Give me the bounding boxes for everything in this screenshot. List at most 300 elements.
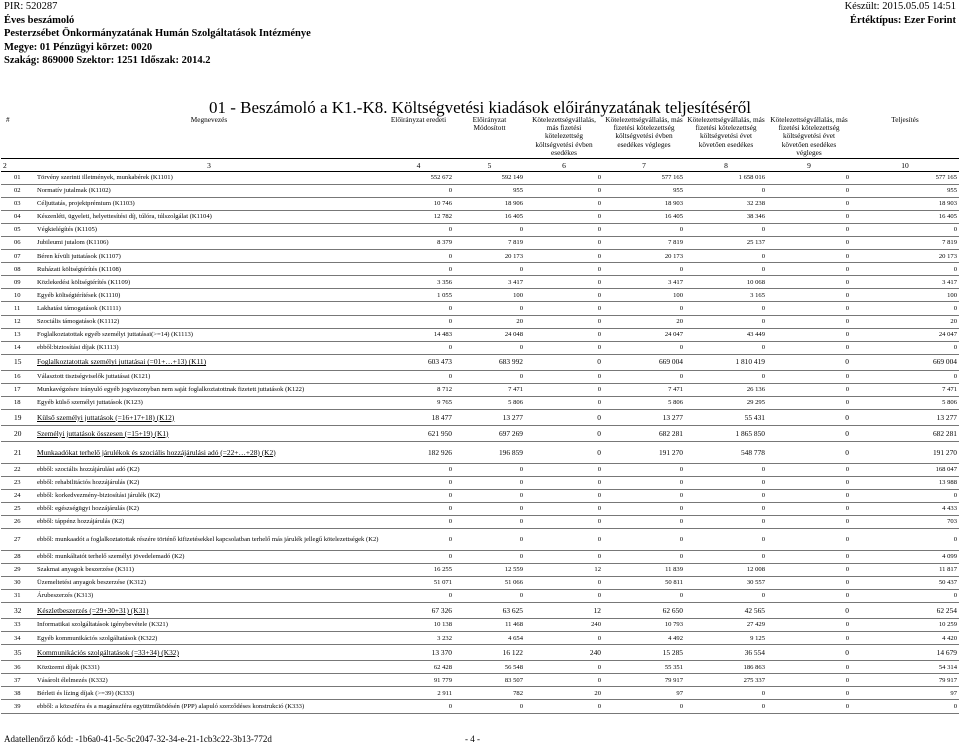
row-number: 16 [1, 370, 35, 383]
cell-modified: 0 [454, 224, 525, 237]
row-label: Egyéb költségtérítések (K1110) [35, 289, 383, 302]
cell-commit-year: 0 [525, 516, 603, 529]
cell-commit-year-final: 79 917 [603, 674, 685, 687]
report-header-right [845, 0, 956, 27]
cell-commit-later-final: 0 [767, 502, 851, 515]
cell-commit-later-final: 0 [767, 383, 851, 396]
cell-commit-year: 0 [525, 476, 603, 489]
cell-commit-later-final: 0 [767, 237, 851, 250]
cell-commit-year-final: 0 [603, 700, 685, 713]
row-label: Egyéb kommunikációs szolgáltatások (K322) [35, 632, 383, 645]
cell-fulfilment: 18 903 [851, 198, 959, 211]
table-row [1, 674, 959, 687]
cell-modified: 0 [454, 476, 525, 489]
cell-fulfilment: 5 806 [851, 396, 959, 409]
cell-fulfilment: 0 [851, 370, 959, 383]
row-label: ebből: munkaadót a foglalkoztatottak részére történő kifizetésekkel kapcsolatban terhelő más járulék jellegű kötelezettségek (K2) [35, 529, 383, 551]
row-label: Készenléti, ügyeleti, helyettesítési díj, túlóra, túlszolgálat (K1104) [35, 211, 383, 224]
cell-commit-year: 0 [525, 370, 603, 383]
cell-commit-later-final: 0 [767, 463, 851, 476]
table-row [1, 370, 959, 383]
cell-fulfilment: 54 314 [851, 661, 959, 674]
cell-fulfilment: 100 [851, 289, 959, 302]
cell-commit-year-final: 669 004 [603, 354, 685, 370]
row-number: 34 [1, 632, 35, 645]
cell-commit-year: 0 [525, 198, 603, 211]
cell-commit-year-final: 24 047 [603, 328, 685, 341]
cell-commit-year-final: 13 277 [603, 409, 685, 425]
cell-commit-year: 0 [525, 577, 603, 590]
cell-commit-later-final: 0 [767, 250, 851, 263]
cell-modified: 683 992 [454, 354, 525, 370]
cell-commit-year-final: 0 [603, 476, 685, 489]
budget-report-table [1, 115, 959, 714]
cell-commit-year: 0 [525, 590, 603, 603]
cell-fulfilment: 13 988 [851, 476, 959, 489]
row-label: Vásárolt élelmezés (K332) [35, 674, 383, 687]
cell-commit-year: 0 [525, 263, 603, 276]
cell-commit-later: 42 565 [685, 603, 767, 619]
row-number: 30 [1, 577, 35, 590]
cell-commit-later: 0 [685, 341, 767, 354]
sector-period: Szakág: 869000 Szektor: 1251 Időszak: 2014.2 [4, 55, 211, 66]
col-number: 9 [767, 159, 851, 172]
cell-commit-year: 12 [525, 564, 603, 577]
cell-modified: 3 417 [454, 276, 525, 289]
cell-commit-later-final: 0 [767, 529, 851, 551]
cell-original: 51 071 [383, 577, 454, 590]
cell-fulfilment: 11 817 [851, 564, 959, 577]
cell-commit-later: 0 [685, 687, 767, 700]
institution-name: Pesterzsébet Önkormányzatának Humán Szolgáltatások Intézménye [4, 28, 311, 39]
cell-modified: 51 066 [454, 577, 525, 590]
cell-commit-year: 0 [525, 463, 603, 476]
row-number: 36 [1, 661, 35, 674]
table-row [1, 302, 959, 315]
table-row [1, 564, 959, 577]
cell-fulfilment: 669 004 [851, 354, 959, 370]
row-number: 03 [1, 198, 35, 211]
cell-commit-later: 275 337 [685, 674, 767, 687]
cell-modified: 0 [454, 590, 525, 603]
cell-commit-later: 0 [685, 463, 767, 476]
cell-fulfilment: 955 [851, 185, 959, 198]
cell-commit-later-final: 0 [767, 396, 851, 409]
cell-modified: 0 [454, 370, 525, 383]
cell-commit-later: 0 [685, 700, 767, 713]
cell-original: 0 [383, 185, 454, 198]
cell-commit-year: 0 [525, 529, 603, 551]
row-label: ebből: munkáltatót terhelő személyi jövedelemadó (K2) [35, 551, 383, 564]
cell-commit-later-final: 0 [767, 341, 851, 354]
cell-original: 62 428 [383, 661, 454, 674]
report-type: Éves beszámoló [4, 14, 75, 26]
row-label: Bérleti és lízing díjak (>=39) (K333) [35, 687, 383, 700]
table-row [1, 700, 959, 713]
table-row [1, 198, 959, 211]
cell-commit-later-final: 0 [767, 328, 851, 341]
cell-modified: 13 277 [454, 409, 525, 425]
row-label: Béren kívüli juttatások (K1107) [35, 250, 383, 263]
row-label: Végkielégítés (K1105) [35, 224, 383, 237]
row-label: ebből: szociális hozzájárulási adó (K2) [35, 463, 383, 476]
cell-commit-later-final: 0 [767, 590, 851, 603]
cell-commit-later: 0 [685, 250, 767, 263]
cell-fulfilment: 24 047 [851, 328, 959, 341]
cell-commit-later-final: 0 [767, 603, 851, 619]
row-number: 37 [1, 674, 35, 687]
cell-fulfilment: 16 405 [851, 211, 959, 224]
row-number: 26 [1, 516, 35, 529]
cell-commit-later: 1 865 850 [685, 425, 767, 441]
cell-fulfilment: 7 471 [851, 383, 959, 396]
cell-commit-later: 36 554 [685, 645, 767, 661]
cell-modified: 20 173 [454, 250, 525, 263]
cell-fulfilment: 703 [851, 516, 959, 529]
cell-commit-year: 0 [525, 237, 603, 250]
table-row [1, 661, 959, 674]
table-row [1, 516, 959, 529]
cell-original: 0 [383, 302, 454, 315]
table-row [1, 185, 959, 198]
col-number: 10 [851, 159, 959, 172]
cell-original: 0 [383, 341, 454, 354]
cell-commit-later: 32 238 [685, 198, 767, 211]
cell-original: 603 473 [383, 354, 454, 370]
cell-commit-later: 26 136 [685, 383, 767, 396]
cell-commit-later: 9 125 [685, 632, 767, 645]
table-row [1, 237, 959, 250]
table-row [1, 341, 959, 354]
cell-commit-year-final: 0 [603, 263, 685, 276]
cell-commit-year: 0 [525, 354, 603, 370]
row-number: 35 [1, 645, 35, 661]
row-number: 28 [1, 551, 35, 564]
row-number: 32 [1, 603, 35, 619]
cell-commit-later-final: 0 [767, 198, 851, 211]
table-row [1, 551, 959, 564]
cell-fulfilment: 682 281 [851, 425, 959, 441]
cell-commit-later-final: 0 [767, 425, 851, 441]
cell-commit-later: 30 557 [685, 577, 767, 590]
cell-original: 0 [383, 370, 454, 383]
cell-commit-later-final: 0 [767, 632, 851, 645]
table-row [1, 603, 959, 619]
cell-commit-later: 1 658 016 [685, 172, 767, 185]
cell-fulfilment: 0 [851, 341, 959, 354]
row-number: 24 [1, 489, 35, 502]
cell-commit-later-final: 0 [767, 354, 851, 370]
cell-commit-year-final: 16 405 [603, 211, 685, 224]
row-label: Kommunikációs szolgáltatások (=33+34) (K32) [35, 645, 383, 661]
row-label: ebből: táppénz hozzájárulás (K2) [35, 516, 383, 529]
cell-original: 67 326 [383, 603, 454, 619]
cell-fulfilment: 20 [851, 315, 959, 328]
validation-code: Adatellenőrző kód: -1b6a0-41-5c-5c2047-32-34-e-21-1cb3c22-3b13-772d [4, 734, 272, 744]
cell-commit-later-final: 0 [767, 224, 851, 237]
row-number: 27 [1, 529, 35, 551]
row-number: 05 [1, 224, 35, 237]
cell-original: 0 [383, 529, 454, 551]
cell-commit-later-final: 0 [767, 551, 851, 564]
cell-fulfilment: 20 173 [851, 250, 959, 263]
table-row [1, 172, 959, 185]
cell-commit-later: 3 165 [685, 289, 767, 302]
cell-commit-later-final: 0 [767, 370, 851, 383]
row-label: Normatív jutalmak (K1102) [35, 185, 383, 198]
cell-commit-year: 0 [525, 289, 603, 302]
cell-commit-year: 0 [525, 224, 603, 237]
row-number: 20 [1, 425, 35, 441]
cell-fulfilment: 4 099 [851, 551, 959, 564]
table-row [1, 502, 959, 515]
cell-commit-later: 0 [685, 224, 767, 237]
row-number: 17 [1, 383, 35, 396]
cell-commit-later: 0 [685, 263, 767, 276]
cell-commit-year: 0 [525, 441, 603, 463]
row-number: 09 [1, 276, 35, 289]
cell-fulfilment: 79 917 [851, 674, 959, 687]
cell-modified: 0 [454, 551, 525, 564]
cell-commit-year-final: 0 [603, 463, 685, 476]
table-row [1, 687, 959, 700]
pir-line: PIR: 520287 [4, 1, 58, 12]
cell-modified: 0 [454, 700, 525, 713]
table-row [1, 632, 959, 645]
row-number: 10 [1, 289, 35, 302]
row-label: Munkavégzésre irányuló egyéb jogviszonyban nem saját foglalkoztatottnak fizetett juttatások (K122) [35, 383, 383, 396]
row-number: 06 [1, 237, 35, 250]
cell-commit-year-final: 0 [603, 516, 685, 529]
cell-modified: 18 906 [454, 198, 525, 211]
cell-modified: 16 122 [454, 645, 525, 661]
table-row [1, 590, 959, 603]
col-number: 6 [525, 159, 603, 172]
cell-commit-year-final: 50 811 [603, 577, 685, 590]
cell-commit-later: 12 008 [685, 564, 767, 577]
cell-commit-later: 29 295 [685, 396, 767, 409]
cell-modified: 83 507 [454, 674, 525, 687]
cell-commit-year-final: 55 351 [603, 661, 685, 674]
row-number: 19 [1, 409, 35, 425]
cell-commit-year: 0 [525, 661, 603, 674]
cell-commit-later: 0 [685, 502, 767, 515]
col-header-commitment-year-final: Kötelezettségvállalás, más fizetési kötelezettség költségvetési évben esedékes végleges [603, 115, 685, 159]
cell-commit-year: 0 [525, 674, 603, 687]
cell-commit-year: 0 [525, 276, 603, 289]
table-row [1, 396, 959, 409]
value-type: Értéktípus: Ezer Forint [850, 14, 956, 26]
cell-original: 10 746 [383, 198, 454, 211]
col-header-commitment-later: Kötelezettségvállalás, más fizetési kötelezettség költségvetési évet követően esedékes [685, 115, 767, 159]
cell-commit-year: 0 [525, 302, 603, 315]
row-number: 18 [1, 396, 35, 409]
col-number: 3 [35, 159, 383, 172]
cell-commit-year: 0 [525, 315, 603, 328]
cell-commit-year-final: 4 492 [603, 632, 685, 645]
cell-modified: 0 [454, 516, 525, 529]
cell-commit-year-final: 7 819 [603, 237, 685, 250]
cell-fulfilment: 10 259 [851, 619, 959, 632]
row-label: ebből: a közszféra és a magánszféra együttműködésén (PPP) alapuló szerződéses konstrukció (K333) [35, 700, 383, 713]
table-row [1, 645, 959, 661]
cell-commit-later: 55 431 [685, 409, 767, 425]
cell-commit-later-final: 0 [767, 619, 851, 632]
cell-commit-year-final: 3 417 [603, 276, 685, 289]
cell-commit-year: 0 [525, 250, 603, 263]
cell-fulfilment: 0 [851, 590, 959, 603]
cell-fulfilment: 4 420 [851, 632, 959, 645]
cell-commit-later: 0 [685, 489, 767, 502]
cell-original: 552 672 [383, 172, 454, 185]
cell-original: 0 [383, 700, 454, 713]
row-label: Árubeszerzés (K313) [35, 590, 383, 603]
cell-commit-later-final: 0 [767, 645, 851, 661]
row-label: Lakhatási támogatások (K1111) [35, 302, 383, 315]
table-row [1, 619, 959, 632]
col-number: 5 [454, 159, 525, 172]
cell-modified: 196 859 [454, 441, 525, 463]
cell-modified: 0 [454, 302, 525, 315]
cell-original: 0 [383, 463, 454, 476]
cell-modified: 0 [454, 502, 525, 515]
cell-commit-year: 0 [525, 502, 603, 515]
row-label: Ruházati költségtérítés (K1108) [35, 263, 383, 276]
cell-modified: 16 405 [454, 211, 525, 224]
cell-original: 0 [383, 250, 454, 263]
cell-fulfilment: 7 819 [851, 237, 959, 250]
cell-fulfilment: 0 [851, 302, 959, 315]
col-header-commitment-later-final: Kötelezettségvállalás, más fizetési kötelezettség költségvetési évet követően esedékes végleges [767, 115, 851, 159]
cell-commit-later-final: 0 [767, 577, 851, 590]
cell-commit-later-final: 0 [767, 185, 851, 198]
col-header-fulfilment: Teljesítés [851, 115, 959, 159]
cell-original: 0 [383, 516, 454, 529]
cell-commit-year-final: 0 [603, 529, 685, 551]
cell-modified: 4 654 [454, 632, 525, 645]
cell-original: 91 779 [383, 674, 454, 687]
row-number: 29 [1, 564, 35, 577]
cell-commit-year-final: 191 270 [603, 441, 685, 463]
row-number: 12 [1, 315, 35, 328]
cell-fulfilment: 0 [851, 263, 959, 276]
row-number: 31 [1, 590, 35, 603]
cell-commit-later-final: 0 [767, 489, 851, 502]
cell-commit-later-final: 0 [767, 564, 851, 577]
row-label: Külső személyi juttatások (=16+17+18) (K12) [35, 409, 383, 425]
report-title: 01 - Beszámoló a K1.-K8. Költségvetési kiadások előirányzatának teljesítéséről [209, 98, 751, 117]
cell-commit-later-final: 0 [767, 516, 851, 529]
cell-commit-year-final: 20 [603, 315, 685, 328]
cell-modified: 7 819 [454, 237, 525, 250]
cell-original: 8 379 [383, 237, 454, 250]
cell-commit-year-final: 0 [603, 341, 685, 354]
cell-fulfilment: 50 437 [851, 577, 959, 590]
cell-original: 16 255 [383, 564, 454, 577]
cell-original: 3 232 [383, 632, 454, 645]
cell-commit-year-final: 0 [603, 370, 685, 383]
cell-commit-year-final: 15 285 [603, 645, 685, 661]
cell-commit-year-final: 20 173 [603, 250, 685, 263]
page-number: - 4 - [465, 734, 480, 744]
cell-commit-later-final: 0 [767, 661, 851, 674]
cell-original: 14 483 [383, 328, 454, 341]
cell-commit-year: 0 [525, 328, 603, 341]
cell-fulfilment: 168 047 [851, 463, 959, 476]
cell-fulfilment: 0 [851, 529, 959, 551]
cell-fulfilment: 0 [851, 224, 959, 237]
cell-fulfilment: 191 270 [851, 441, 959, 463]
cell-commit-later: 0 [685, 551, 767, 564]
cell-commit-year: 0 [525, 172, 603, 185]
cell-commit-year-final: 0 [603, 224, 685, 237]
cell-commit-later-final: 0 [767, 687, 851, 700]
cell-commit-later-final: 0 [767, 276, 851, 289]
cell-modified: 0 [454, 463, 525, 476]
row-label: Közüzemi díjak (K331) [35, 661, 383, 674]
cell-original: 621 950 [383, 425, 454, 441]
cell-fulfilment: 13 277 [851, 409, 959, 425]
cell-modified: 0 [454, 263, 525, 276]
cell-commit-later: 0 [685, 476, 767, 489]
col-number: 4 [383, 159, 454, 172]
cell-commit-year: 0 [525, 425, 603, 441]
col-header-original: Előirányzat eredeti [383, 115, 454, 159]
table-row [1, 489, 959, 502]
table-row [1, 476, 959, 489]
cell-commit-year: 0 [525, 489, 603, 502]
cell-commit-year: 0 [525, 211, 603, 224]
row-label: Céljuttatás, projektprémium (K1103) [35, 198, 383, 211]
row-number: 07 [1, 250, 35, 263]
cell-commit-later: 25 137 [685, 237, 767, 250]
created-date: Készült: 2015.05.05 14:51 [844, 1, 956, 12]
cell-commit-later: 0 [685, 590, 767, 603]
header-row [1, 115, 959, 159]
cell-commit-later-final: 0 [767, 674, 851, 687]
county-district: Megye: 01 Pénzügyi körzet: 0020 [4, 41, 153, 53]
cell-commit-year-final: 97 [603, 687, 685, 700]
row-number: 33 [1, 619, 35, 632]
cell-modified: 697 269 [454, 425, 525, 441]
table-row [1, 425, 959, 441]
row-label: ebből:biztosítási díjak (K1113) [35, 341, 383, 354]
cell-fulfilment: 0 [851, 700, 959, 713]
cell-commit-later-final: 0 [767, 263, 851, 276]
cell-fulfilment: 3 417 [851, 276, 959, 289]
table-row [1, 328, 959, 341]
row-number: 25 [1, 502, 35, 515]
row-number: 21 [1, 441, 35, 463]
cell-original: 3 356 [383, 276, 454, 289]
cell-commit-later-final: 0 [767, 700, 851, 713]
cell-commit-year-final: 62 650 [603, 603, 685, 619]
cell-commit-later: 0 [685, 370, 767, 383]
row-label: ebből: korkedvezmény-biztosítási járulék (K2) [35, 489, 383, 502]
cell-original: 8 712 [383, 383, 454, 396]
row-label: Közlekedési költségtérítés (K1109) [35, 276, 383, 289]
cell-original: 2 911 [383, 687, 454, 700]
row-number: 13 [1, 328, 35, 341]
cell-modified: 592 149 [454, 172, 525, 185]
row-number: 22 [1, 463, 35, 476]
cell-commit-year-final: 7 471 [603, 383, 685, 396]
cell-commit-year-final: 0 [603, 502, 685, 515]
cell-modified: 782 [454, 687, 525, 700]
col-number: 2 [1, 159, 35, 172]
table-row [1, 409, 959, 425]
cell-commit-later-final: 0 [767, 172, 851, 185]
